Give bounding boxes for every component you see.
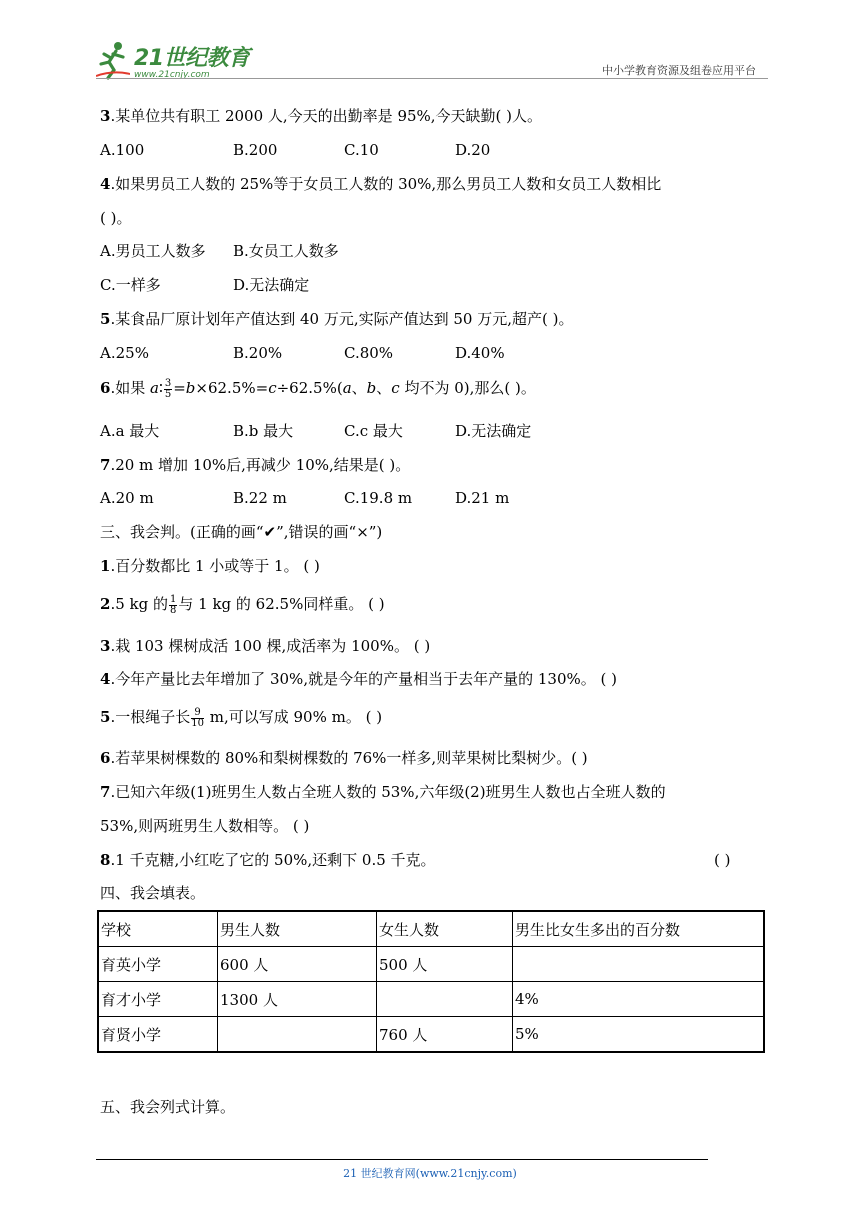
- fill-in-table: [97, 910, 765, 1053]
- option-a: A.100: [100, 141, 145, 159]
- site-logo: [96, 36, 250, 80]
- question-text: .20 m 增加 10%后,再减少 10%,结果是( )。: [110, 456, 411, 474]
- table-cell-blank[interactable]: [218, 1017, 377, 1053]
- runner-logo-icon: [96, 40, 130, 80]
- table-header-row: [98, 911, 764, 947]
- fraction-9-10: [191, 708, 204, 729]
- var-c: c: [391, 379, 400, 397]
- separator: 、: [351, 379, 367, 397]
- judge-5: [100, 707, 382, 729]
- judge-2: [100, 594, 385, 616]
- fraction-numerator: 9: [191, 708, 204, 719]
- question-number: 3: [100, 107, 111, 125]
- question-number: 4: [100, 670, 111, 688]
- var-a: a: [149, 379, 159, 397]
- question-number: 8: [100, 851, 111, 869]
- answer-blank: ( ): [714, 851, 731, 869]
- table-cell-blank[interactable]: [513, 947, 765, 982]
- fraction-numerator: 1: [169, 593, 177, 605]
- option-b: B.20%: [233, 344, 283, 362]
- table-row: [98, 1017, 764, 1053]
- logo-url: www.21cnjy.com: [134, 70, 210, 80]
- option-c: C.80%: [344, 344, 394, 362]
- footer-link[interactable]: 21 世纪教育网(www.21cnjy.com): [343, 1167, 517, 1180]
- question-number: 7: [100, 783, 111, 801]
- question-number: 1: [100, 557, 111, 575]
- table-cell: 5%: [513, 1017, 765, 1053]
- footer-divider: [96, 1159, 708, 1160]
- fraction-denominator: 5: [164, 388, 172, 400]
- question-text: .某食品厂原计划年产值达到 40 万元,实际产值达到 50 万元,超产( )。: [110, 310, 574, 328]
- var-b: b: [185, 379, 196, 397]
- table-row: [98, 947, 764, 982]
- question-3: [100, 106, 542, 126]
- fraction-numerator: 3: [164, 377, 172, 389]
- table-cell: 1300 人: [218, 982, 377, 1017]
- section-5-title: 五、我会列式计算。: [100, 1098, 236, 1116]
- table-header: 男生比女生多出的百分数: [513, 911, 765, 947]
- judge-3: [100, 636, 430, 656]
- judge-8: [100, 850, 766, 870]
- question-text: .今年产量比去年增加了 30%,就是今年的产量相当于去年产量的 130%。 ( ): [110, 670, 617, 688]
- separator: 、: [376, 379, 392, 397]
- question-4-blank: ( )。: [100, 209, 132, 227]
- page-header: [96, 36, 766, 82]
- ratio-colon: ∶: [158, 379, 163, 397]
- option-a: A.25%: [100, 344, 149, 362]
- question-text: .若苹果树棵数的 80%和梨树棵数的 76%一样多,则苹果树比梨树少。( ): [110, 749, 588, 767]
- question-number: 5: [100, 708, 111, 726]
- option-a: A.a 最大: [100, 422, 160, 440]
- judge-7: [100, 782, 666, 802]
- option-c: C.10: [344, 141, 379, 159]
- judge-7-cont: 53%,则两班男生人数相等。 ( ): [100, 817, 310, 835]
- header-divider: [96, 78, 768, 79]
- option-a: A.20 m: [100, 489, 154, 507]
- equals-sign: =: [173, 379, 186, 397]
- platform-caption: 中小学教育资源及组卷应用平台: [602, 64, 756, 77]
- section-3-title: 三、我会判。(正确的画“✔”,错误的画“×”): [100, 523, 383, 541]
- fraction-denominator: 8: [169, 604, 177, 616]
- option-d: D.40%: [455, 344, 505, 362]
- question-number: 6: [100, 749, 111, 767]
- question-7: [100, 455, 410, 475]
- fraction-1-8: [169, 595, 177, 616]
- fraction-3-5: [164, 379, 172, 400]
- var-c: c: [268, 379, 277, 397]
- judge-6: [100, 748, 588, 768]
- expr-part: ÷62.5%(: [276, 379, 343, 397]
- question-text: m,可以写成 90% m。 ( ): [204, 708, 383, 726]
- table-cell-blank[interactable]: [377, 982, 513, 1017]
- option-b: B.200: [233, 141, 278, 159]
- question-6: [100, 378, 536, 400]
- table-cell: 育才小学: [98, 982, 218, 1017]
- table-header: 学校: [98, 911, 218, 947]
- table-cell: 育贤小学: [98, 1017, 218, 1053]
- judge-1: [100, 556, 320, 576]
- logo-wordmark: 21世纪教育: [134, 46, 250, 71]
- judge-4: [100, 669, 617, 689]
- option-d: D.20: [455, 141, 491, 159]
- table-cell: 600 人: [218, 947, 377, 982]
- var-b: b: [366, 379, 377, 397]
- option-c: C.c 最大: [344, 422, 403, 440]
- option-a: A.男员工人数多: [100, 242, 206, 260]
- option-c: C.19.8 m: [344, 489, 413, 507]
- question-4: [100, 174, 661, 194]
- question-number: 7: [100, 456, 111, 474]
- question-text: 与 1 kg 的 62.5%同样重。 ( ): [178, 595, 385, 613]
- table-row: [98, 982, 764, 1017]
- option-d: D.无法确定: [455, 422, 532, 440]
- question-text: .如果男员工人数的 25%等于女员工人数的 30%,那么男员工人数和女员工人数相比: [110, 175, 662, 193]
- question-text: .一根绳子长: [110, 708, 191, 726]
- question-number: 5: [100, 310, 111, 328]
- option-d: D.无法确定: [233, 276, 310, 294]
- question-text: .如果: [110, 379, 150, 397]
- question-text: .已知六年级(1)班男生人数占全班人数的 53%,六年级(2)班男生人数也占全班人数的: [110, 783, 666, 801]
- var-a: a: [342, 379, 352, 397]
- question-text: .百分数都比 1 小或等于 1。 ( ): [110, 557, 320, 575]
- section-4-title: 四、我会填表。: [100, 884, 206, 902]
- option-b: B.女员工人数多: [233, 242, 339, 260]
- table-header: 男生人数: [218, 911, 377, 947]
- expr-part: ×62.5%=: [195, 379, 269, 397]
- table-cell: 育英小学: [98, 947, 218, 982]
- question-text: .栽 103 棵树成活 100 棵,成活率为 100%。 ( ): [110, 637, 431, 655]
- question-text: .5 kg 的: [110, 595, 168, 613]
- question-number: 6: [100, 379, 111, 397]
- table-header: 女生人数: [377, 911, 513, 947]
- question-text: 均不为 0),那么( )。: [399, 379, 536, 397]
- table-cell: 760 人: [377, 1017, 513, 1053]
- option-b: B.b 最大: [233, 422, 294, 440]
- question-text: .1 千克糖,小红吃了它的 50%,还剩下 0.5 千克。: [110, 851, 436, 869]
- question-number: 4: [100, 175, 111, 193]
- question-number: 2: [100, 595, 111, 613]
- option-b: B.22 m: [233, 489, 287, 507]
- option-d: D.21 m: [455, 489, 510, 507]
- table-cell: 4%: [513, 982, 765, 1017]
- option-c: C.一样多: [100, 276, 161, 294]
- fraction-denominator: 10: [191, 717, 204, 729]
- question-number: 3: [100, 637, 111, 655]
- table-cell: 500 人: [377, 947, 513, 982]
- question-5: [100, 309, 573, 329]
- question-text: .某单位共有职工 2000 人,今天的出勤率是 95%,今天缺勤( )人。: [110, 107, 543, 125]
